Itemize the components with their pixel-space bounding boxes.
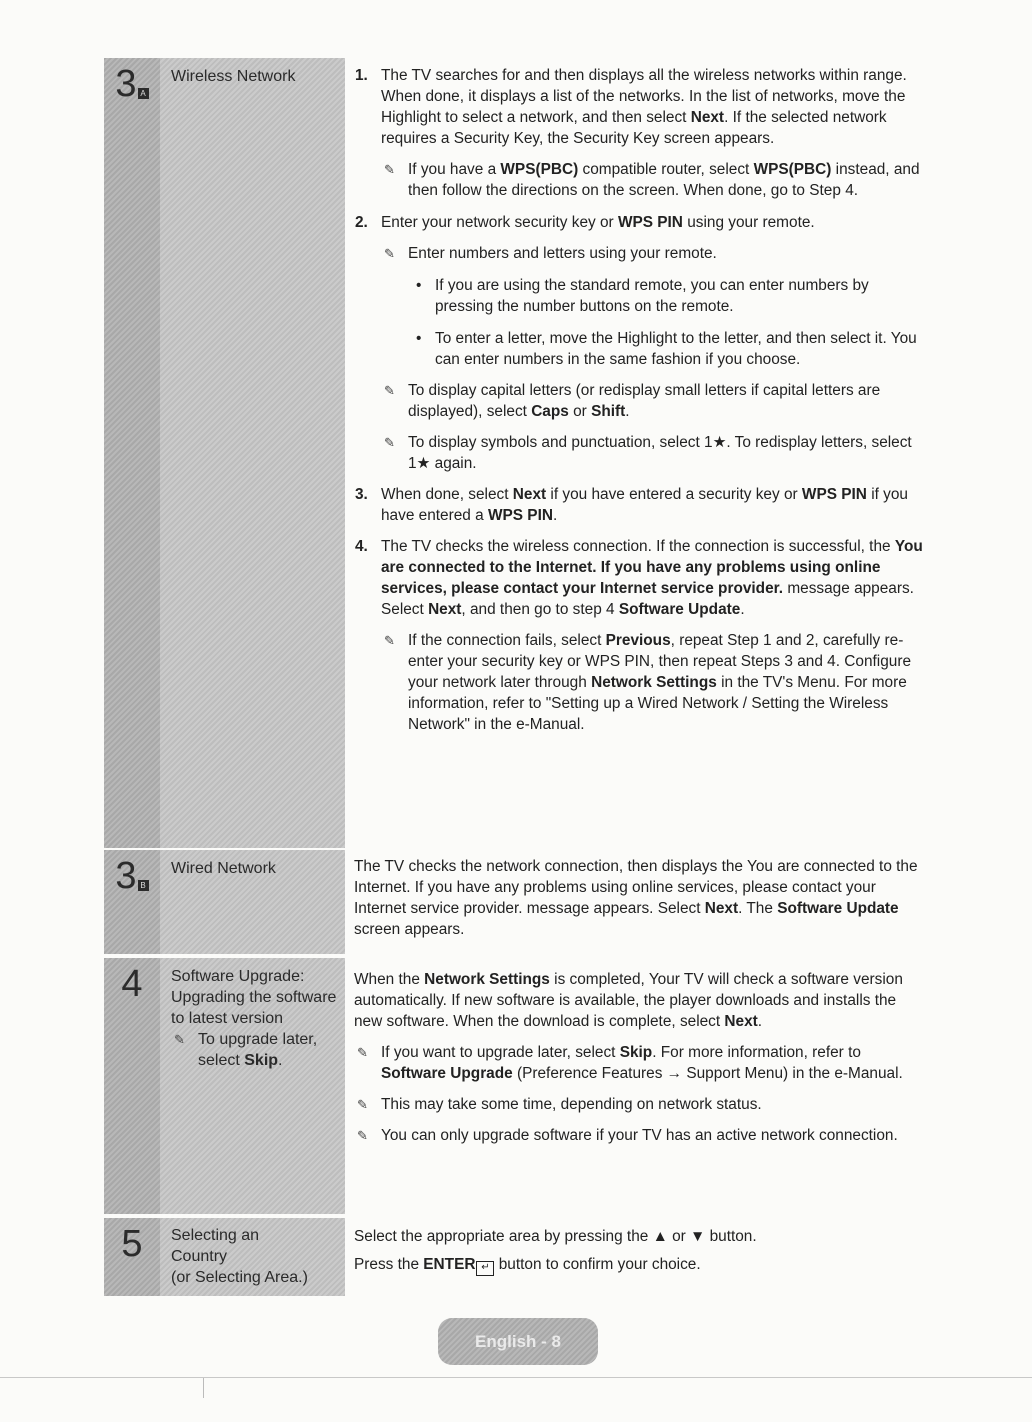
pencil-note-icon: ✎	[174, 1032, 185, 1047]
note: ✎ This may take some time, depending on network status.	[357, 1096, 762, 1113]
bullet-icon: •	[416, 330, 422, 347]
pencil-note-icon: ✎	[384, 383, 395, 398]
step-number-column	[104, 850, 160, 954]
page-number-badge: English - 8	[438, 1318, 598, 1365]
step-title: Wireless Network	[171, 68, 296, 85]
note: ✎ If you have a WPS(PBC) compatible router, select WPS(PBC) instead, and then follow the directions on the screen. When done, go to Step 4.	[384, 161, 920, 199]
pencil-note-icon: ✎	[357, 1097, 368, 1112]
step-content	[354, 65, 924, 735]
note: ✎ To display symbols and punctuation, select 1★. To redisplay letters, select 1★ again.	[384, 434, 912, 472]
step-content: Select the appropriate area by pressing the ▲ or ▼ button. Press the ENTER ↵ button to confirm your choice.	[354, 1226, 924, 1276]
note: ✎ You can only upgrade software if your TV has an active network connection.	[357, 1127, 898, 1144]
pencil-note-icon: ✎	[384, 246, 395, 261]
pencil-note-icon: ✎	[357, 1045, 368, 1060]
step-number-column	[104, 958, 160, 1214]
note: ✎ To display capital letters (or redisplay small letters if capital letters are displayed), select Caps or Shift.	[384, 382, 881, 420]
note: ✎ Enter numbers and letters using your remote. • If you are using the standard remote, you can enter numbers by pressing the number buttons on the remote. • To enter a letter, move the Highlight to the letter, and then select it. You can enter numbers in the same fashion if you choose.	[381, 243, 924, 370]
bottom-divider	[0, 1377, 1032, 1378]
side-note: ✎ To upgrade later, select Skip.	[174, 1031, 318, 1069]
step-number: 5	[121, 1223, 143, 1265]
step-content: The TV checks the network connection, then displays the You are connected to the Internet. If you have any problems using online services, please contact your Internet service provider. message appears. Select Next. The Software Update screen appears.	[354, 858, 918, 938]
enter-icon: ↵	[476, 1261, 494, 1276]
step-5-section	[104, 1218, 924, 1296]
pencil-note-icon: ✎	[384, 162, 395, 177]
bullet-item: • If you are using the standard remote, you can enter numbers by pressing the number buttons on the remote.	[416, 277, 869, 315]
divider-tick	[203, 1378, 204, 1398]
step-number: 3 B	[104, 854, 160, 898]
step-title: Wired Network	[171, 860, 276, 877]
list-item: 4. The TV checks the wireless connection. If the connection is successful, the You are connected to the Internet. If you have any problems using online services, please contact your Internet service provider. message appears. Select Next, and then go to step 4 Software Update. ✎ If the connection fails, select Previous, repeat Step 1 and 2, carefully re-enter your security key or WPS PIN, then repeat Steps 3 and 4. Configure your network later through Network Settings in the TV's Menu. For more information, refer to "Setting up a Wired Network / Setting the Wireless Network" in the e-Manual.	[355, 538, 923, 733]
step-3a-section	[104, 58, 924, 848]
step-number: 4	[121, 963, 143, 1005]
step-number-column	[104, 1218, 160, 1296]
bullet-icon: •	[416, 277, 422, 294]
note: ✎ If you want to upgrade later, select Skip. For more information, refer to Software Upgrade (Preference Features → Support Menu) in the e-Manual.	[357, 1044, 903, 1082]
step-number: 3 A	[104, 62, 160, 106]
list-item: 3. When done, select Next if you have entered a security key or WPS PIN if you have entered a WPS PIN.	[355, 486, 908, 524]
list-item: 2. Enter your network security key or WPS PIN using your remote. ✎ Enter numbers and letters using your remote. • If you are using the standard remote, you can enter numbers by pressing the number buttons on the remote. • To enter a letter, move the Highlight to the letter, and then select it. You can enter numbers in the same fashion if you choose. ✎ To display capital letters (or redisplay small letters if capital letters are displayed), select Caps or Shift. ✎ To display symbols and punctuation, select 1★. To redisplay letters, select 1★ again.	[354, 212, 924, 474]
pencil-note-icon: ✎	[357, 1128, 368, 1143]
step-sub-badge: A	[138, 88, 149, 99]
bullet-item: • To enter a letter, move the Highlight to the letter, and then select it. You can enter numbers in the same fashion if you choose.	[416, 330, 917, 368]
list-item: 1. The TV searches for and then displays all the wireless networks within range. When done, it displays a list of the networks. In the list of networks, move the Highlight to select a network, and then select Next. If the selected network requires a Security Key, the Security Key screen appears. ✎ If you have a WPS(PBC) compatible router, select WPS(PBC) instead, and then follow the directions on the screen. When done, go to Step 4.	[354, 65, 924, 201]
step-title: Selecting an Country (or Selecting Area.)	[171, 1227, 308, 1286]
step-title: Software Upgrade: Upgrading the software to latest version ✎ To upgrade later, select Skip.	[171, 966, 341, 1071]
step-4-section	[104, 958, 924, 1214]
pencil-note-icon: ✎	[384, 633, 395, 648]
pencil-note-icon: ✎	[384, 435, 395, 450]
note: ✎ If the connection fails, select Previous, repeat Step 1 and 2, carefully re-enter your security key or WPS PIN, then repeat Steps 3 and 4. Configure your network later through Network Settings in the TV's Menu. For more information, refer to "Setting up a Wired Network / Setting the Wireless Network" in the e-Manual.	[384, 632, 912, 733]
step-3b-section	[104, 850, 924, 954]
step-number-column	[104, 58, 160, 848]
step-sub-badge: B	[138, 880, 149, 891]
step-content: When the Network Settings is completed, Your TV will check a software version automatically. If new software is available, the player downloads and installs the new software. When the download is complete, select Next. ✎ If you want to upgrade later, select Skip. For more information, refer to Software Upgrade (Preference Features → Support Menu) in the e-Manual. ✎ This may take some time, depending on network status. ✎ You can only upgrade software if your TV has an active network connection.	[354, 969, 924, 1146]
